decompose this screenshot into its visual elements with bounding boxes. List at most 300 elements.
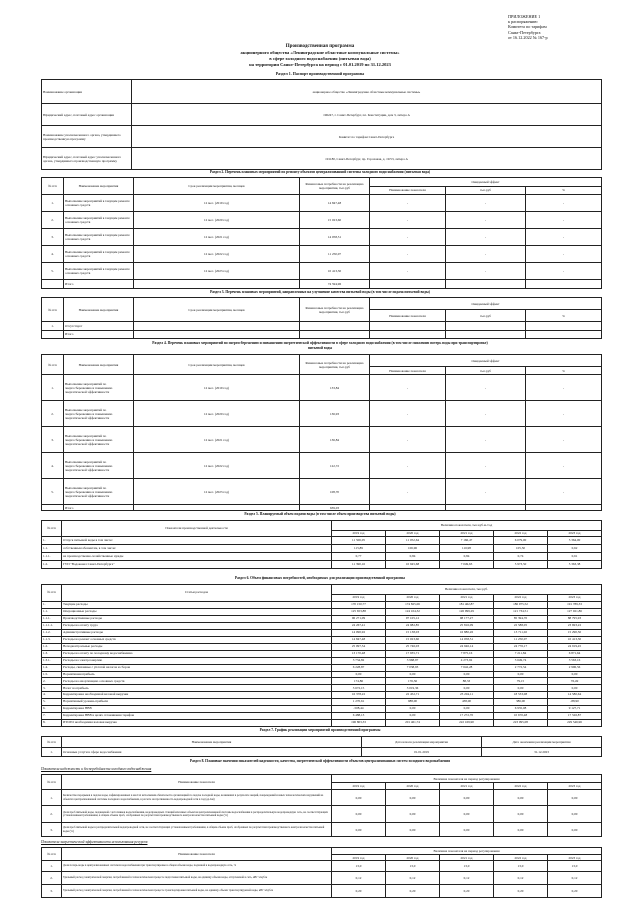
cell: 12 мес. (2022 год) bbox=[134, 453, 300, 479]
section-title: Раздел 3. Перечень плановых мероприятий, направленных на улучшение качества питьевой воды (в том числе подача питьевой воды) bbox=[210, 290, 430, 294]
cell: 438,00 bbox=[440, 699, 494, 706]
cell: 0,12 bbox=[548, 872, 602, 885]
table-row bbox=[42, 823, 602, 837]
cell: 18 533,08 bbox=[494, 692, 548, 699]
col-header: 2020 год bbox=[386, 783, 440, 790]
cell: - bbox=[526, 263, 602, 280]
table-row bbox=[42, 861, 602, 872]
cell bbox=[446, 330, 526, 338]
cell: Корректировка необходимой валовой выручки bbox=[62, 692, 332, 699]
cell: 16 378,22 bbox=[332, 692, 386, 699]
cell: 2. bbox=[42, 401, 64, 427]
cell: 1. bbox=[42, 537, 62, 545]
section-title: Раздел 4. Перечень плановых мероприятий по энергосбережению и повышению энергетической эффективности в сфере холодного водоснабжения (в том числе снижению потерь воды при транспортировке) bbox=[152, 341, 488, 345]
table-header-row bbox=[42, 178, 602, 187]
cell: 0,20 bbox=[386, 885, 440, 898]
cell: 12 мес. (2019 год) bbox=[134, 195, 300, 212]
cell: 5 973,50 bbox=[494, 561, 548, 569]
table-row bbox=[42, 623, 602, 630]
cell: 0,00 bbox=[440, 671, 494, 678]
cell: 0,12 bbox=[386, 872, 440, 885]
col-header: 2020 год bbox=[386, 595, 440, 602]
cell: 0,77 bbox=[332, 553, 386, 561]
row-label: Юридический адрес, почтовый адрес организации bbox=[42, 104, 132, 126]
table-row bbox=[42, 699, 602, 706]
subsection-title: Показатели надежности и бесперебойности холодного водоснабжения bbox=[41, 767, 152, 771]
col-header: 2021 год bbox=[440, 531, 494, 537]
cell: 15 290,50 bbox=[548, 630, 602, 637]
cell: - bbox=[526, 195, 602, 212]
col-header: 2023 год bbox=[548, 855, 602, 861]
cell: 10 945,68 bbox=[386, 561, 440, 569]
col-header: Статьи расходов bbox=[62, 585, 332, 602]
cell: Выполнение мероприятий в текущем ремонте основных средств bbox=[64, 229, 134, 246]
cell: - bbox=[446, 212, 526, 229]
table-row bbox=[42, 104, 602, 126]
cell: 5 364,00 bbox=[548, 537, 602, 545]
reliability-table bbox=[41, 774, 602, 837]
col-header: Показатели производственной деятельности bbox=[62, 521, 332, 537]
table-row bbox=[42, 609, 602, 616]
cell: Выполнение мероприятий в текущем ремонте основных средств bbox=[64, 212, 134, 229]
cell: Отсутствует bbox=[64, 322, 134, 330]
col-header: Срок реализации мероприятия, месяцев bbox=[134, 178, 300, 195]
cell: 0,84 bbox=[386, 553, 440, 561]
cell bbox=[446, 322, 526, 330]
cell: 17 526,87 bbox=[548, 713, 602, 720]
cell: - bbox=[446, 453, 526, 479]
cell: 7 038,93 bbox=[386, 664, 440, 671]
cell: 24 982,85 bbox=[386, 623, 440, 630]
repair-table bbox=[41, 177, 602, 289]
cell: 1.3.1. bbox=[42, 657, 62, 664]
cell: -88,90 bbox=[548, 699, 602, 706]
cell: ГУП "Водоканал Санкт-Петербурга" bbox=[62, 561, 332, 569]
cell: 116,98 bbox=[440, 545, 494, 553]
cell: 11 250,07 bbox=[494, 636, 548, 643]
cell: 25 097,54 bbox=[332, 643, 386, 650]
cell: Отпуск питьевой воды в том числе: bbox=[62, 537, 332, 545]
cell: 105,50 bbox=[494, 545, 548, 553]
cell: 4. bbox=[42, 453, 64, 479]
col-header: Наименование мероприятия bbox=[62, 737, 362, 748]
table-row bbox=[42, 195, 602, 212]
cell: 31.12.2023 bbox=[482, 748, 602, 757]
cell: 122,72 bbox=[300, 453, 370, 479]
cell: 0,20 bbox=[494, 885, 548, 898]
approval-line: от 16.12.2022 № 167-р bbox=[508, 34, 548, 40]
cell bbox=[42, 280, 64, 289]
efficiency-table bbox=[41, 847, 602, 898]
col-header: № п/п bbox=[42, 355, 64, 375]
schedule-table bbox=[41, 736, 602, 757]
cell: 10 413,30 bbox=[300, 263, 370, 280]
cell bbox=[370, 280, 446, 289]
cell: - bbox=[446, 195, 526, 212]
table-header-row bbox=[42, 585, 602, 595]
cell: 0,12 bbox=[332, 872, 386, 885]
cell: 22 452,71 bbox=[386, 692, 440, 699]
cell: 5 363,38 bbox=[548, 561, 602, 569]
cell: 0,00 bbox=[332, 823, 386, 837]
cell bbox=[370, 322, 446, 330]
cell bbox=[446, 280, 526, 289]
cell: 1.2. bbox=[42, 643, 62, 650]
col-header: тыс.руб bbox=[446, 186, 526, 195]
cell: 0,62 bbox=[548, 545, 602, 553]
col-header: % bbox=[526, 310, 602, 322]
cell: 0,00 bbox=[386, 806, 440, 823]
cell: 6 935,08 bbox=[494, 706, 548, 713]
cell: 13,0 bbox=[440, 861, 494, 872]
cell: - bbox=[370, 263, 446, 280]
table-row bbox=[42, 561, 602, 569]
section-title: Раздел 1. Паспорт производственной программы bbox=[275, 71, 365, 76]
cell: 9 127,71 bbox=[548, 706, 602, 713]
cell: 14 058,51 bbox=[300, 229, 370, 246]
table-row bbox=[42, 650, 602, 657]
cell: 106,96 bbox=[386, 545, 440, 553]
col-header: Наименование мероприятия bbox=[64, 178, 134, 195]
cell: - bbox=[526, 401, 602, 427]
cell: Выполнение мероприятий по энергосбережению и повышению энергетической эффективности bbox=[64, 427, 134, 453]
col-header: % bbox=[526, 367, 602, 375]
col-header: Ожидаемый эффект bbox=[370, 355, 602, 367]
cell: 24 919,45 bbox=[548, 643, 602, 650]
approval-line: Комитета по тарифам bbox=[508, 24, 547, 30]
cell: - bbox=[446, 263, 526, 280]
cell: 79,15 bbox=[494, 678, 548, 685]
table-row bbox=[42, 246, 602, 263]
cell: 12 мес. (2019 год) bbox=[134, 375, 300, 401]
cell: - bbox=[526, 246, 602, 263]
cell: 10 413,30 bbox=[548, 636, 602, 643]
col-header: № п/п bbox=[42, 521, 62, 537]
cell: 6 079,00 bbox=[494, 537, 548, 545]
cell: Нормативный уровень прибыли bbox=[62, 699, 332, 706]
cell: 0,00 bbox=[386, 706, 440, 713]
cell: 1.3. bbox=[42, 650, 62, 657]
table-row bbox=[42, 80, 602, 104]
table-row bbox=[42, 643, 602, 650]
col-header: 2021 год bbox=[440, 783, 494, 790]
cell: - bbox=[370, 453, 446, 479]
cell: 0,61 bbox=[548, 553, 602, 561]
col-header: 2021 год bbox=[440, 855, 494, 861]
cell: 1.2. bbox=[42, 561, 62, 569]
energy-table bbox=[41, 354, 602, 511]
cell: Удельный расход электрической энергии, потребляемой в технологическом процессе транспортировки питьевой воды, на единицу объема транспортируемой воды, кВт·ч/куб.м bbox=[62, 885, 332, 898]
quality-table bbox=[41, 297, 602, 339]
section-title: Раздел 6. Объем финансовых потребностей, необходимых для реализации производственной программы bbox=[234, 576, 406, 580]
col-header: Наименование показателя bbox=[370, 367, 446, 375]
cell: 12 мес. (2021 год) bbox=[134, 427, 300, 453]
col-header: 2019 год bbox=[332, 783, 386, 790]
volume-table bbox=[41, 520, 602, 569]
cell: Корректировка НВВ bbox=[62, 706, 332, 713]
col-header: Финансовые потребности на реализацию мероприятия, тыс.руб bbox=[300, 178, 370, 195]
table-row bbox=[42, 671, 602, 678]
cell: 127 021,86 bbox=[548, 609, 602, 616]
cell: 7 166,47 bbox=[440, 537, 494, 545]
table-row bbox=[42, 706, 602, 713]
cell: - bbox=[370, 229, 446, 246]
col-header: 2020 год bbox=[386, 855, 440, 861]
cell: 0,00 bbox=[440, 706, 494, 713]
document-subtitle: в сфере холодного водоснабжения (питьевая вода) bbox=[269, 56, 371, 61]
cell: 25 746,03 bbox=[386, 643, 440, 650]
cell: 6 228,87 bbox=[332, 664, 386, 671]
cell: 0,00 bbox=[548, 790, 602, 806]
cell: Выполнение мероприятий по энергосбережению и повышению энергетической эффективности bbox=[64, 453, 134, 479]
table-row bbox=[42, 401, 602, 427]
col-header: Финансовые потребности на реализацию мероприятия, тыс.руб bbox=[300, 355, 370, 375]
col-header: 2022 год bbox=[494, 855, 548, 861]
approval-line: к распоряжению bbox=[508, 19, 538, 25]
cell: 16 880,26 bbox=[440, 630, 494, 637]
cell: 0,00 bbox=[548, 806, 602, 823]
cell bbox=[134, 330, 300, 338]
cell: Доля потерь воды в централизованных системах водоснабжения при транспортировке в общем объеме воды, поданной в водопроводную сеть, % bbox=[62, 861, 332, 872]
cell: Выполнение мероприятий по энергосбережению и повышению энергетической эффективности bbox=[64, 401, 134, 427]
col-header: Наименование мероприятия bbox=[64, 355, 134, 375]
cell: Выполнение мероприятий в текущем ремонте основных средств bbox=[64, 246, 134, 263]
table-row bbox=[42, 148, 602, 170]
table-row bbox=[42, 790, 602, 806]
cell bbox=[370, 330, 446, 338]
col-header: Величина показателя на период регулирования bbox=[332, 775, 602, 783]
cell: Текущие расходы bbox=[62, 602, 332, 609]
cell: 1. bbox=[42, 375, 64, 401]
table-row bbox=[42, 229, 602, 246]
cell: Корректировка НВВ в целях сглаживания тарифов bbox=[62, 713, 332, 720]
cell: - bbox=[526, 427, 602, 453]
cell: 96 271,09 bbox=[332, 616, 386, 623]
cell: Итого bbox=[64, 280, 134, 289]
cell: 136,84 bbox=[300, 427, 370, 453]
cell: 0,74 bbox=[494, 553, 548, 561]
cell: 12 мес. (2020 год) bbox=[134, 212, 300, 229]
cell: - bbox=[446, 229, 526, 246]
col-header: Величина показателя, тыс.руб. bbox=[332, 585, 602, 595]
cell: 3 734,82 bbox=[332, 657, 386, 664]
col-header: 2019 год bbox=[332, 531, 386, 537]
col-header: 2022 год bbox=[494, 783, 548, 790]
cell: 1. bbox=[42, 195, 64, 212]
cell: 4. bbox=[42, 246, 64, 263]
col-header: 2019 год bbox=[332, 595, 386, 602]
table-row bbox=[42, 553, 602, 561]
table-row bbox=[42, 664, 602, 671]
cell: 12 мес. (2020 год) bbox=[134, 401, 300, 427]
cell bbox=[526, 280, 602, 289]
table-row bbox=[42, 126, 602, 148]
cell: 136,93 bbox=[300, 401, 370, 427]
cell bbox=[526, 505, 602, 511]
row-value: Комитет по тарифам Санкт-Петербурга bbox=[132, 126, 602, 148]
cell: Выполнение мероприятий по энергосбережению и повышению энергетической эффективности bbox=[64, 375, 134, 401]
cell: 181 462,87 bbox=[440, 602, 494, 609]
table-header-row bbox=[42, 848, 602, 855]
cell: 196 803,33 bbox=[332, 719, 386, 726]
cell: 1. bbox=[42, 748, 62, 757]
cell: 0,00 bbox=[494, 823, 548, 837]
cell: 223 095,08 bbox=[494, 719, 548, 726]
row-label: Наименование уполномоченного органа, утвердившего производственную программу bbox=[42, 126, 132, 148]
cell: 7. bbox=[42, 713, 62, 720]
cell: 88 795,93 bbox=[548, 616, 602, 623]
cell: 191 789,33 bbox=[548, 602, 602, 609]
cell: 1. bbox=[42, 322, 64, 330]
cell bbox=[134, 322, 300, 330]
cell: 97 105,12 bbox=[386, 616, 440, 623]
table-row bbox=[42, 872, 602, 885]
cell: 0,20 bbox=[440, 885, 494, 898]
section-title: питьевой воды bbox=[307, 346, 333, 350]
cell: 115,89 bbox=[332, 545, 386, 553]
total-row bbox=[42, 280, 602, 289]
cell: 11 250,07 bbox=[300, 246, 370, 263]
col-header: % bbox=[526, 186, 602, 195]
cell: 0,20 bbox=[548, 885, 602, 898]
cell: 2. bbox=[42, 872, 62, 885]
table-row bbox=[42, 713, 602, 720]
cell bbox=[42, 505, 64, 511]
cell: 14 090,92 bbox=[332, 630, 386, 637]
cell: - bbox=[446, 479, 526, 505]
cell: 11 506,05 bbox=[332, 537, 386, 545]
table-header-row bbox=[42, 521, 602, 531]
cell: 1.1. bbox=[42, 609, 62, 616]
cell: 7 211,84 bbox=[494, 650, 548, 657]
cell: Доля проб питьевой воды в распределительной водопроводной сети, не соответствующих установленным требованиям, в общем объеме проб, отобранных по результатам производственного контроля качества питьевой воды (%) bbox=[62, 823, 332, 837]
cell: 1.1. bbox=[42, 545, 62, 553]
table-row bbox=[42, 537, 602, 545]
cell: 133,84 bbox=[300, 375, 370, 401]
cell: 8. bbox=[42, 719, 62, 726]
cell: 13,0 bbox=[332, 861, 386, 872]
cell: 14 580,64 bbox=[548, 692, 602, 699]
table-row bbox=[42, 479, 602, 505]
cell: 0,00 bbox=[440, 806, 494, 823]
cell: 25 816,09 bbox=[440, 623, 494, 630]
cell: - bbox=[446, 375, 526, 401]
col-header: 2022 год bbox=[494, 531, 548, 537]
section-title: Раздел 5. Планируемый объем подачи воды (в том числе объем производства питьевой воды) bbox=[244, 512, 396, 516]
cell: 22 588,05 bbox=[494, 623, 548, 630]
table-row bbox=[42, 616, 602, 623]
cell: 0,00 bbox=[332, 806, 386, 823]
cell: Расходы, связанные с уплатой налогов и сборов bbox=[62, 664, 332, 671]
cell: 3. bbox=[42, 229, 64, 246]
cell: 74 594,96 bbox=[300, 280, 370, 289]
table-row bbox=[42, 719, 602, 726]
cell: 174 825,06 bbox=[386, 602, 440, 609]
cell: 1.1.1.1. bbox=[42, 623, 62, 630]
cell: 0,00 bbox=[386, 671, 440, 678]
cell bbox=[134, 280, 300, 289]
cell: 0,20 bbox=[332, 885, 386, 898]
cell: 13,0 bbox=[386, 861, 440, 872]
cell: 0,00 bbox=[494, 806, 548, 823]
section-title: Раздел 2. Перечень плановых мероприятий по ремонту объектов централизованной системы холодного водоснабжения (питьевая вода) bbox=[209, 170, 431, 174]
cell bbox=[300, 322, 370, 330]
cell: - bbox=[370, 479, 446, 505]
section-title: Раздел 8. Плановые значения показателей надежности, качества, энергетической эффективности объектов централизованных систем холодного водоснабжения bbox=[189, 759, 451, 763]
cell: Итого bbox=[64, 505, 134, 511]
cell: 24 946,14 bbox=[440, 643, 494, 650]
cell: -508,44 bbox=[332, 706, 386, 713]
passport-table bbox=[41, 79, 602, 170]
cell: Производственные расходы bbox=[62, 616, 332, 623]
col-header: Дата окончания реализации мероприятия bbox=[482, 737, 602, 748]
cell bbox=[526, 330, 602, 338]
cell: 0,00 bbox=[440, 685, 494, 692]
cell: - bbox=[370, 427, 446, 453]
document-subtitle: на территории Санкт-Петербурга на период с 01.01.2019 по 31.12.2023 bbox=[249, 62, 391, 67]
cell: 1.1.2. bbox=[42, 630, 62, 637]
approval-line: ПРИЛОЖЕНИЕ 1 bbox=[508, 14, 541, 19]
cell: ИТОГО необходимая валовая выручка bbox=[62, 719, 332, 726]
cell: 88,33 bbox=[440, 678, 494, 685]
cell: 0,00 bbox=[440, 790, 494, 806]
cell: 12 мес. (2023 год) bbox=[134, 479, 300, 505]
cell: 3. bbox=[42, 823, 62, 837]
col-header: Срок реализации мероприятия, месяцев bbox=[134, 298, 300, 322]
col-header: 2019 год bbox=[332, 855, 386, 861]
approval-line: Санкт-Петербурга bbox=[508, 29, 541, 35]
cell: Расходы на электроэнергию bbox=[62, 657, 332, 664]
table-row bbox=[42, 678, 602, 685]
cell: Количество перерывов в подаче воды, зафиксированных в местах исполнения обязательств организацией по подаче холодной воды, возникших в результате аварий, повреждений и иных технологических нарушений на объектах централизованной системы холодного водоснабжения, в расчете на протяженность водопроводной сети в год (ед./км) bbox=[62, 790, 332, 806]
cell: 10 670,48 bbox=[494, 713, 548, 720]
cell: 85 394,70 bbox=[494, 616, 548, 623]
col-header: 2020 год bbox=[386, 531, 440, 537]
cell: - bbox=[370, 375, 446, 401]
cell: 2. bbox=[42, 678, 62, 685]
col-header: № п/п bbox=[42, 178, 64, 195]
cell bbox=[300, 330, 370, 338]
document-title: Производственная программа bbox=[285, 44, 355, 49]
table-row bbox=[42, 630, 602, 637]
cell: 3. bbox=[42, 885, 62, 898]
cell: 14 847,48 bbox=[300, 195, 370, 212]
cell: - bbox=[446, 401, 526, 427]
cell: 11 390,16 bbox=[332, 561, 386, 569]
cell: - bbox=[370, 401, 446, 427]
cell: 124 104,32 bbox=[386, 609, 440, 616]
col-header: № п/п bbox=[42, 585, 62, 602]
table-row bbox=[42, 545, 602, 553]
row-label: Юридический адрес, почтовый адрес уполномоченного органа, утвердившего производственную программу bbox=[42, 148, 132, 170]
col-header: № п/п bbox=[42, 737, 62, 748]
cell: Удельный расход электрической энергии, потребляемой в технологическом процессе подготовки питьевой воды, на единицу объема воды, отпускаемой в сеть, кВт·ч/куб.м bbox=[62, 872, 332, 885]
cell: 639,03 bbox=[300, 505, 370, 511]
cell: 3 563,16 bbox=[548, 657, 602, 664]
cell: 126 999,29 bbox=[440, 609, 494, 616]
cell: 3 649,74 bbox=[494, 657, 548, 664]
cell: Расходы на оплату по холодному водоснабжению bbox=[62, 650, 332, 657]
cell: 24 776,17 bbox=[494, 643, 548, 650]
table-row bbox=[42, 212, 602, 229]
cell: 7 875,16 bbox=[440, 650, 494, 657]
cell: - bbox=[526, 212, 602, 229]
cell: 2. bbox=[42, 212, 64, 229]
cell: - bbox=[446, 427, 526, 453]
cell: 24 267,41 bbox=[332, 623, 386, 630]
cell: Административные расходы bbox=[62, 630, 332, 637]
table-row bbox=[42, 685, 602, 692]
